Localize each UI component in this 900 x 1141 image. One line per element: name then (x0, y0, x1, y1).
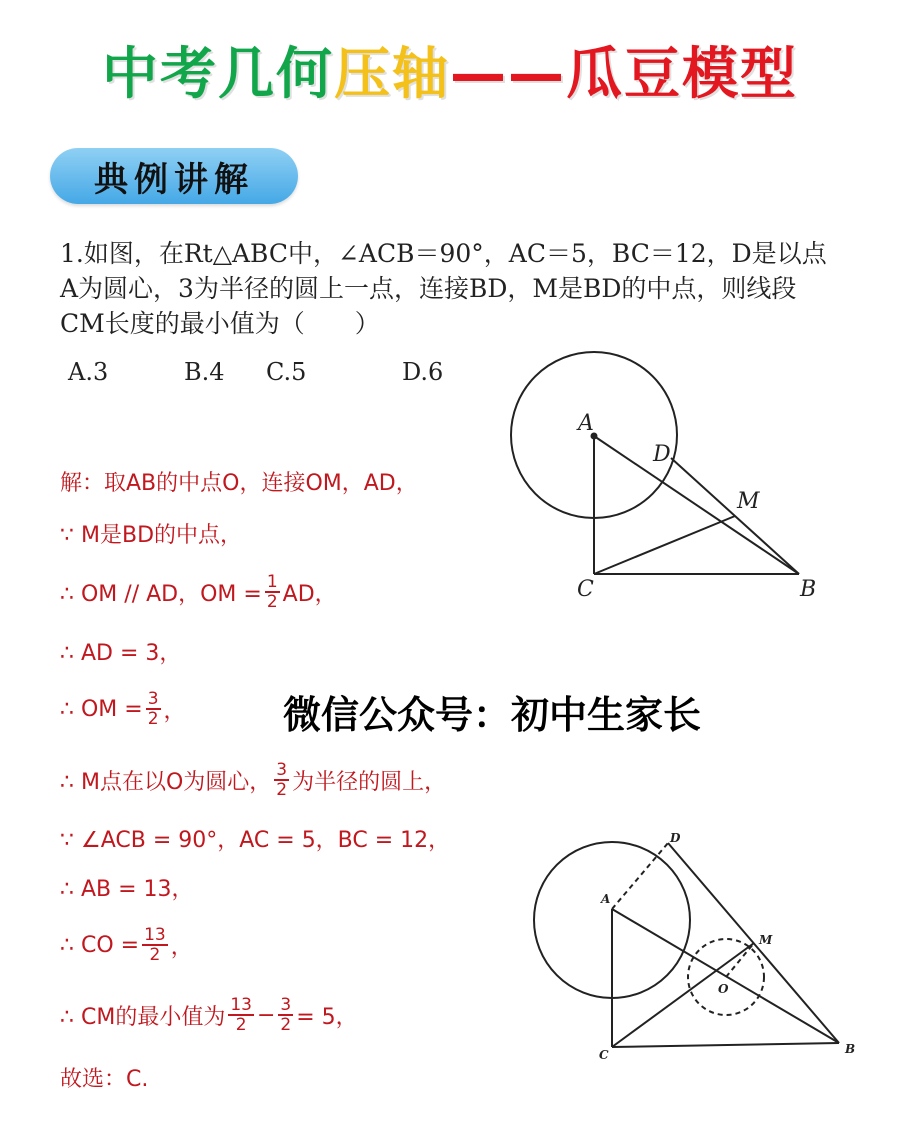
option-d: D.6 (402, 358, 444, 386)
solution-line (60, 996, 358, 1034)
solution-text: ∴ CM的最小值为 (60, 1004, 226, 1030)
solution-text: 解：取AB的中点O，连接OM，AD， (60, 471, 418, 496)
question-line: CM长度的最小值为（ ） (60, 309, 380, 338)
fraction-denominator: 2 (147, 709, 159, 729)
solution-line (60, 1062, 148, 1093)
option-b: B.4 (184, 358, 225, 386)
fraction-numerator: 1 (266, 572, 278, 592)
title-part-finale: 压轴 (334, 42, 450, 107)
figure-2-label-c: C (599, 1048, 609, 1062)
solution-text: = 5， (296, 1004, 358, 1030)
figure-1-label-b: B (800, 577, 817, 602)
fraction-numerator: 3 (276, 760, 288, 780)
title-part-geometry: 中考几何 (102, 42, 334, 107)
figure-2-label-m: M (759, 933, 773, 947)
watermark-text: 微信公众号：初中生家长 (283, 693, 702, 737)
fraction-numerator: 3 (280, 995, 292, 1015)
solution-text: ∵ ∠ACB = 90°，AC = 5，BC = 12， (60, 828, 451, 853)
solution-line (60, 761, 446, 799)
fraction-denominator: 2 (266, 592, 278, 612)
solution-line (60, 466, 418, 497)
option-c: C.5 (266, 358, 307, 386)
solution-line (60, 636, 181, 667)
solution-text: ∴ AD = 3， (60, 641, 182, 666)
solution-line (60, 926, 193, 964)
page-title (0, 30, 900, 110)
figure-1-segment-cm (594, 516, 735, 574)
solution-text: 故选：C. (60, 1067, 149, 1092)
solution-text: ， (163, 698, 186, 724)
question-line: 1.如图，在Rt△ABC中，∠ACB＝90°，AC＝5，BC＝12，D是以点 (60, 239, 827, 268)
solution-text: ， (170, 934, 193, 960)
figure-1 (495, 350, 855, 610)
figure-1-label-d: D (653, 442, 671, 467)
figure-1-label-a: A (578, 411, 594, 436)
solution-text: AD， (282, 581, 337, 607)
fraction (274, 761, 289, 799)
solution-line (60, 872, 194, 903)
solution-text: ∴ AB = 13， (60, 877, 194, 902)
fraction-denominator: 2 (276, 780, 288, 800)
title-part-model: ——瓜豆模型 (450, 42, 798, 107)
fraction-numerator: 13 (230, 995, 252, 1015)
fraction (265, 573, 280, 611)
question-text (60, 236, 840, 341)
figure-1-label-m: M (737, 489, 760, 514)
figure-1-segment-ab (594, 436, 799, 574)
solution-text: ∴ M点在以O为圆心， (60, 769, 272, 795)
figure-2-segment-ad (612, 843, 668, 909)
figure-2-label-b: B (845, 1042, 856, 1056)
fraction-denominator: 2 (235, 1015, 247, 1035)
section-badge (50, 148, 298, 204)
fraction (142, 926, 168, 964)
solution-text: ∵ M是BD的中点， (60, 523, 243, 548)
figure-2-segment-cb (612, 1043, 839, 1047)
solution-line (60, 823, 450, 854)
solution-line (60, 573, 337, 611)
figure-2-label-a: A (601, 892, 611, 906)
solution-text: ∴ OM = (60, 696, 143, 722)
solution-text: 为半径的圆上， (292, 769, 447, 795)
fraction-numerator: 3 (147, 689, 159, 709)
fraction-denominator: 2 (149, 945, 161, 965)
question-line: A为圆心，3为半径的圆上一点，连接BD，M是BD的中点，则线段 (60, 274, 797, 303)
figure-1-label-c: C (577, 577, 594, 602)
fraction (228, 996, 254, 1034)
solution-text: − (256, 1002, 276, 1028)
solution-line (60, 518, 242, 549)
fraction (146, 690, 161, 728)
figure-2-label-d: D (670, 831, 681, 845)
option-a: A.3 (68, 358, 109, 386)
solution-text: ∴ CO = (60, 932, 140, 958)
section-badge-label: 典例讲解 (94, 159, 254, 200)
fraction-numerator: 13 (144, 925, 166, 945)
fraction-denominator: 2 (280, 1015, 292, 1035)
solution-line (60, 690, 186, 728)
figure-2-label-o: O (718, 982, 729, 996)
solution-text: ∴ OM // AD，OM = (60, 581, 262, 607)
figure-2 (525, 825, 865, 1075)
fraction (278, 996, 293, 1034)
